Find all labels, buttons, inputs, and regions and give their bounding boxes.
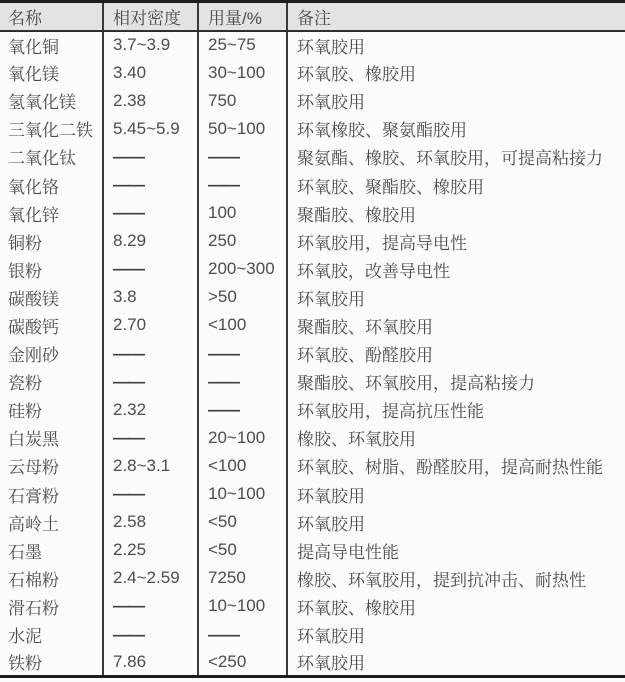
table-cell-relative-density: —— xyxy=(103,255,198,283)
table-cell-remarks: 环氧胶用 xyxy=(287,620,625,648)
table-cell-name: 白炭黑 xyxy=(8,430,59,450)
table-cell-dosage: <50 xyxy=(198,536,287,564)
table-cell-relative-density: 3.40 xyxy=(103,59,198,87)
table-cell-relative-density: 2.58 xyxy=(103,508,198,536)
table-cell-remarks: 环氧胶用 xyxy=(287,480,625,508)
table-cell-remarks: 聚酯胶、环氧胶用，提高粘接力 xyxy=(287,368,625,396)
table-cell-name: 高岭土 xyxy=(8,514,59,534)
table-cell-remarks: 环氧胶，改善导电性 xyxy=(287,255,625,283)
table-cell-name: 碳酸镁 xyxy=(8,289,59,309)
table-cell-dosage: 100 xyxy=(198,199,287,227)
table-cell-name: 石膏粉 xyxy=(8,486,59,506)
table-row xyxy=(0,620,625,648)
table-cell-remarks: 环氧胶用，提高导电性 xyxy=(287,227,625,255)
table-cell-remarks: 橡胶、环氧胶用，提到抗冲击、耐热性 xyxy=(287,564,625,592)
table-cell-relative-density: 2.70 xyxy=(103,311,198,339)
table-cell-relative-density: 3.8 xyxy=(103,283,198,311)
table-cell-remarks: 环氧胶、橡胶用 xyxy=(287,592,625,620)
table-row xyxy=(0,536,625,564)
table-cell-relative-density: 2.25 xyxy=(103,536,198,564)
table-cell-name: 云母粉 xyxy=(8,458,59,478)
table-cell-dosage: <100 xyxy=(198,452,287,480)
table-cell-name: 滑石粉 xyxy=(8,598,59,618)
table-cell-name: 铜粉 xyxy=(8,233,42,253)
col-header-dosage-percent: 用量/% xyxy=(198,2,287,31)
table-cell-relative-density: —— xyxy=(103,199,198,227)
table-row xyxy=(0,255,625,283)
table-row xyxy=(0,59,625,87)
table-cell-remarks: 环氧胶、橡胶用 xyxy=(287,59,625,87)
table-row xyxy=(0,31,625,59)
table-cell-relative-density: —— xyxy=(103,171,198,199)
col-header-relative-density: 相对密度 xyxy=(103,2,198,31)
table-cell-dosage: 7250 xyxy=(198,564,287,592)
table-cell-dosage: 10~100 xyxy=(198,480,287,508)
table-cell-name: 氢氧化镁 xyxy=(8,93,76,113)
table-cell-dosage: 750 xyxy=(198,87,287,115)
table-cell-remarks: 环氧胶用，提高抗压性能 xyxy=(287,396,625,424)
table-cell-name: 二氧化钛 xyxy=(8,149,76,169)
table-cell-remarks: 聚氨酯、橡胶、环氧胶用，可提高粘接力 xyxy=(287,143,625,171)
table-cell-relative-density: 2.32 xyxy=(103,396,198,424)
table-cell-dosage: —— xyxy=(198,620,287,648)
table-cell-dosage: <50 xyxy=(198,508,287,536)
table-cell-name: 瓷粉 xyxy=(8,374,42,394)
table-cell-remarks: 环氧胶用 xyxy=(287,508,625,536)
table-cell-dosage: —— xyxy=(198,143,287,171)
table-cell-name: 氧化镁 xyxy=(8,65,59,85)
table-cell-remarks: 环氧胶用 xyxy=(287,283,625,311)
table-cell-relative-density: —— xyxy=(103,480,198,508)
table-cell-remarks: 橡胶、环氧胶用 xyxy=(287,424,625,452)
table-row xyxy=(0,649,625,677)
table-cell-dosage: 25~75 xyxy=(198,31,287,59)
table-cell-name: 三氧化二铁 xyxy=(8,121,93,141)
table-cell-relative-density: 8.29 xyxy=(103,227,198,255)
table-cell-relative-density: 5.45~5.9 xyxy=(103,115,198,143)
table-cell-relative-density: 7.86 xyxy=(103,649,198,677)
table-cell-relative-density: —— xyxy=(103,424,198,452)
table-cell-name: 氧化铬 xyxy=(8,177,59,197)
table-cell-relative-density: 2.4~2.59 xyxy=(103,564,198,592)
table-row xyxy=(0,199,625,227)
table-row xyxy=(0,87,625,115)
table-cell-dosage: —— xyxy=(198,368,287,396)
table-cell-relative-density: —— xyxy=(103,340,198,368)
header-row xyxy=(0,2,625,31)
table-cell-relative-density: —— xyxy=(103,143,198,171)
table-cell-dosage: —— xyxy=(198,171,287,199)
table-cell-remarks: 环氧胶、树脂、酚醛胶用，提高耐热性能 xyxy=(287,452,625,480)
table-cell-remarks: 聚酯胶、环氧胶用 xyxy=(287,311,625,339)
table-cell-remarks: 提高导电性能 xyxy=(287,536,625,564)
table-cell-dosage: 200~300 xyxy=(198,255,287,283)
col-header-remarks: 备注 xyxy=(287,2,625,31)
table-body xyxy=(0,31,625,677)
table-cell-name: 铁粉 xyxy=(8,654,42,674)
table-row xyxy=(0,311,625,339)
table-row xyxy=(0,592,625,620)
table-cell-name: 水泥 xyxy=(8,627,42,647)
table-row xyxy=(0,283,625,311)
table-cell-remarks: 环氧胶、聚酯胶、橡胶用 xyxy=(287,171,625,199)
table-row xyxy=(0,396,625,424)
table-cell-remarks: 聚酯胶、橡胶用 xyxy=(287,199,625,227)
table-cell-remarks: 环氧胶用 xyxy=(287,31,625,59)
table-cell-dosage: <100 xyxy=(198,311,287,339)
table-row xyxy=(0,143,625,171)
table-cell-relative-density: 3.7~3.9 xyxy=(103,31,198,59)
table-cell-dosage: <250 xyxy=(198,649,287,677)
table-cell-name: 石墨 xyxy=(8,542,42,562)
table-cell-dosage: —— xyxy=(198,396,287,424)
table-cell-dosage: 250 xyxy=(198,227,287,255)
table-cell-remarks: 环氧橡胶、聚氨酯胶用 xyxy=(287,115,625,143)
table-cell-dosage: >50 xyxy=(198,283,287,311)
table-cell-dosage: 50~100 xyxy=(198,115,287,143)
table-cell-name: 银粉 xyxy=(8,261,42,281)
table-cell-remarks: 环氧胶用 xyxy=(287,649,625,677)
table-row xyxy=(0,368,625,396)
table-row xyxy=(0,452,625,480)
table-cell-dosage: 10~100 xyxy=(198,592,287,620)
table-row xyxy=(0,480,625,508)
table-row xyxy=(0,171,625,199)
table-cell-name: 氧化铜 xyxy=(8,37,59,57)
table-row xyxy=(0,508,625,536)
table-row xyxy=(0,115,625,143)
table-cell-relative-density: —— xyxy=(103,368,198,396)
table-cell-name: 氧化锌 xyxy=(8,205,59,225)
table-cell-remarks: 环氧胶用 xyxy=(287,87,625,115)
table-cell-dosage: —— xyxy=(198,340,287,368)
table-row xyxy=(0,340,625,368)
table-row xyxy=(0,227,625,255)
table-cell-dosage: 20~100 xyxy=(198,424,287,452)
col-header-name: 名称 xyxy=(0,2,103,31)
table-cell-name: 金刚砂 xyxy=(8,346,59,366)
table-cell-relative-density: —— xyxy=(103,592,198,620)
table-cell-dosage: 30~100 xyxy=(198,59,287,87)
table-row xyxy=(0,424,625,452)
table-cell-name: 石棉粉 xyxy=(8,570,59,590)
table-cell-remarks: 环氧胶、酚醛胶用 xyxy=(287,340,625,368)
table-cell-name: 碳酸钙 xyxy=(8,317,59,337)
table-header xyxy=(0,2,625,31)
table-cell-relative-density: 2.38 xyxy=(103,87,198,115)
table-cell-name: 硅粉 xyxy=(8,402,42,422)
table-cell-relative-density: 2.8~3.1 xyxy=(103,452,198,480)
table-row xyxy=(0,564,625,592)
table-cell-relative-density: —— xyxy=(103,620,198,648)
